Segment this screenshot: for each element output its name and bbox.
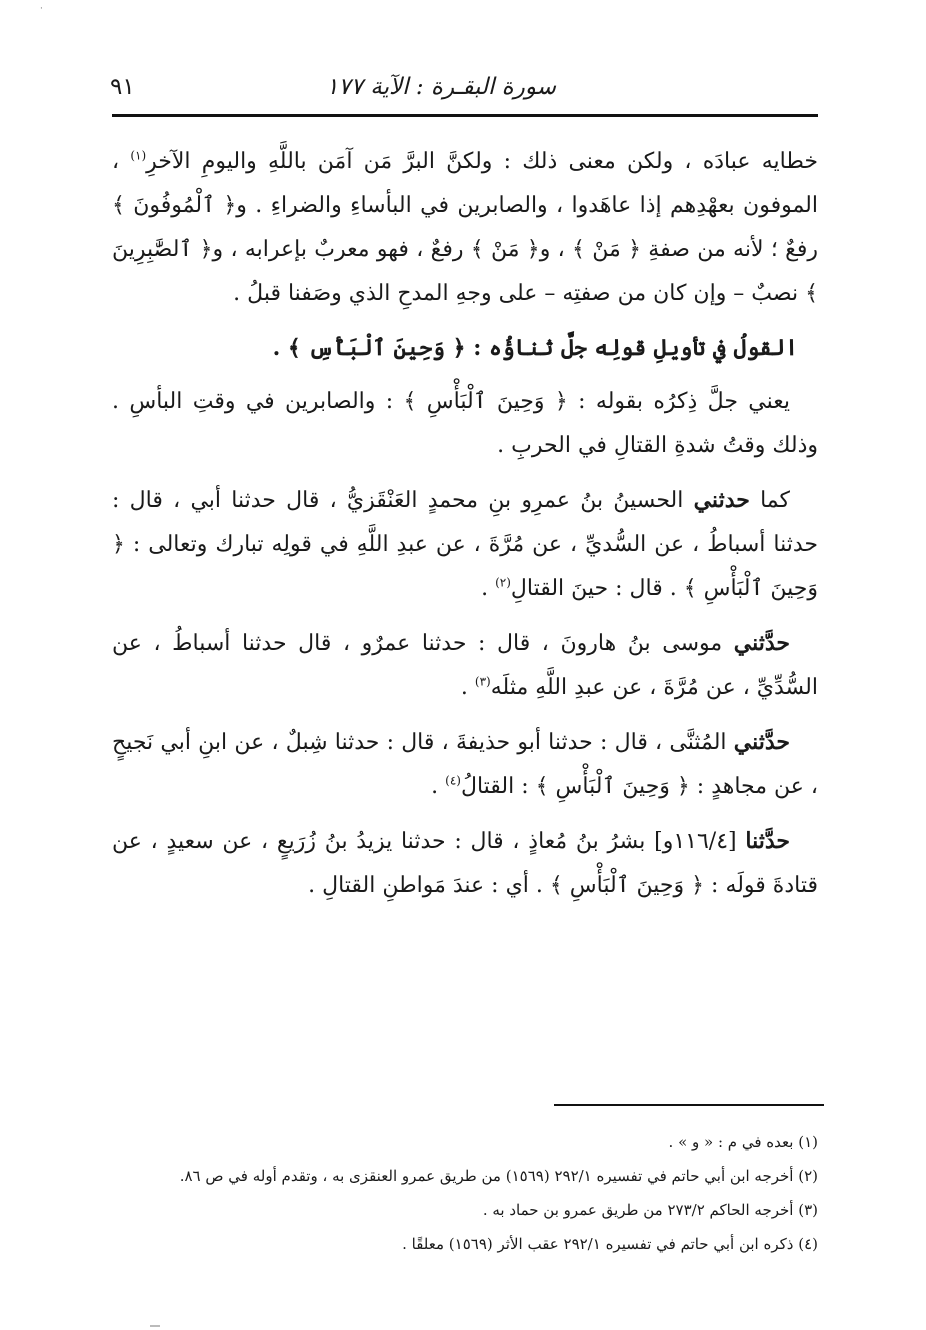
footnote-3: (٣) أخرجه الحاكم ٢٧٣/٢ من طريق عمرو بن حماد به . — [482, 1201, 818, 1219]
scan-mark-bottom — [150, 1325, 160, 1327]
footnote-1: (١) بعده في م : « و » . — [668, 1133, 818, 1151]
footnote-ref-2[interactable]: (٢) — [495, 575, 511, 590]
hadith-lead: حدَّثني — [733, 630, 790, 656]
running-title: سورة البقـرة : الآية ١٧٧ — [325, 74, 556, 100]
hadith-lead: حدَّثنا — [745, 828, 791, 854]
paragraph-4: حدَّثني موسى بنُ هارونَ ، قال : حدثنا عمرٌو ، قال حدثنا أسباطُ ، عن السُّدِّيِّ ، عن مُرَّةَ ، عن عبدِ اللَّهِ مثلَه$^{(٣)}$ . — [112, 630, 818, 700]
footnote-rule — [554, 1104, 824, 1106]
footnote-2: (٢) أخرجه ابن أبي حاتم في تفسيره ٢٩٢/١ (١٥٦٩) من طريق عمرو العنقزى به ، وتقدم أوله في ص ٨٦. — [179, 1167, 818, 1185]
footnote-ref-4[interactable]: (٤) — [445, 773, 461, 788]
page-number: ٩١ — [110, 74, 135, 100]
paragraph-6: حدَّثنا [١١٦/٤و] بشرُ بنُ مُعاذٍ ، قال : حدثنا يزيدُ بنُ زُرَيعٍ ، عن سعيدٍ ، عن قتادةَ قولَه : ﴿ وَحِينَ ٱلْبَأْسِ ﴾ . أي : عندَ مَواطنِ القتالِ . — [112, 828, 818, 898]
paragraph-5: حدَّثني المُثنَّى ، قال : حدثنا أبو حذيفةَ ، قال : حدثنا شِبلٌ ، عن ابنِ أبي نَجيحٍ ، عن مجاهدٍ : ﴿ وَحِينَ ٱلْبَأْسِ ﴾ : القتالُ$^{(٤)}$ . — [112, 729, 818, 799]
paragraph-1: خطايه عبادَه ، ولكن معنى ذلك : ولكنَّ البرَّ مَن آمَن باللَّهِ واليومِ الآخرِ$^{(١)}$ ، الموفون بعهْدِهم إذا عاهَدوا ، والصابرين في البأساءِ والضراءِ . و﴿ ٱلْمُوفُونَ ﴾ رفعٌ ؛ لأنه من صفةِ ﴿ مَنْ ﴾ ، و﴿ مَنْ ﴾ رفعٌ ، فهو معربٌ بإعرابه ، و﴿ ٱلصَّٰبِرِينَ ﴾ نصبٌ – وإن كان من صفتِه – على وجهِ المدحِ الذي وصَفنا قبلُ . — [112, 148, 818, 306]
footnote-ref-1[interactable]: (١) — [130, 148, 147, 163]
footnote-ref-3[interactable]: (٣) — [474, 674, 491, 689]
hadith-lead: حدثني — [693, 487, 750, 513]
hadith-lead: حدَّثني — [733, 729, 790, 755]
main-text — [112, 140, 818, 908]
page-header — [110, 70, 816, 110]
paragraph-3: كما حدثني الحسينُ بنُ عمرِو بنِ محمدٍ العَنْقَزيُّ ، قال حدثنا أبي ، قال : حدثنا أسباطُ ، عن السُّديِّ ، عن مُرَّةَ ، عن عبدِ اللَّهِ في قولِه تبارك وتعالى : ﴿ وَحِينَ ٱلْبَأْسِ ﴾ . قال : حينَ القتالِ$^{(٢)}$ . — [112, 487, 818, 601]
footnote-4: (٤) ذكره ابن أبي حاتم في تفسيره ٢٩٢/١ عقب الأثر (١٥٦٩) معلقًا . — [402, 1235, 818, 1253]
header-rule — [112, 114, 818, 117]
section-heading: القولُ في تأويلِ قولِه جلَّ ثناؤُه : ﴿ وَحِينَ ٱلْبَأْسِ ﴾ . — [272, 335, 798, 361]
scan-mark: · — [40, 4, 43, 14]
paragraph-2: يعني جلَّ ذِكرُه بقوله : ﴿ وَحِينَ ٱلْبَأْسِ ﴾ : والصابرين في وقتِ البأسِ . وذلك وقتُ شدةِ القتالِ في الحربِ . — [112, 389, 818, 458]
footnotes — [112, 1125, 818, 1261]
